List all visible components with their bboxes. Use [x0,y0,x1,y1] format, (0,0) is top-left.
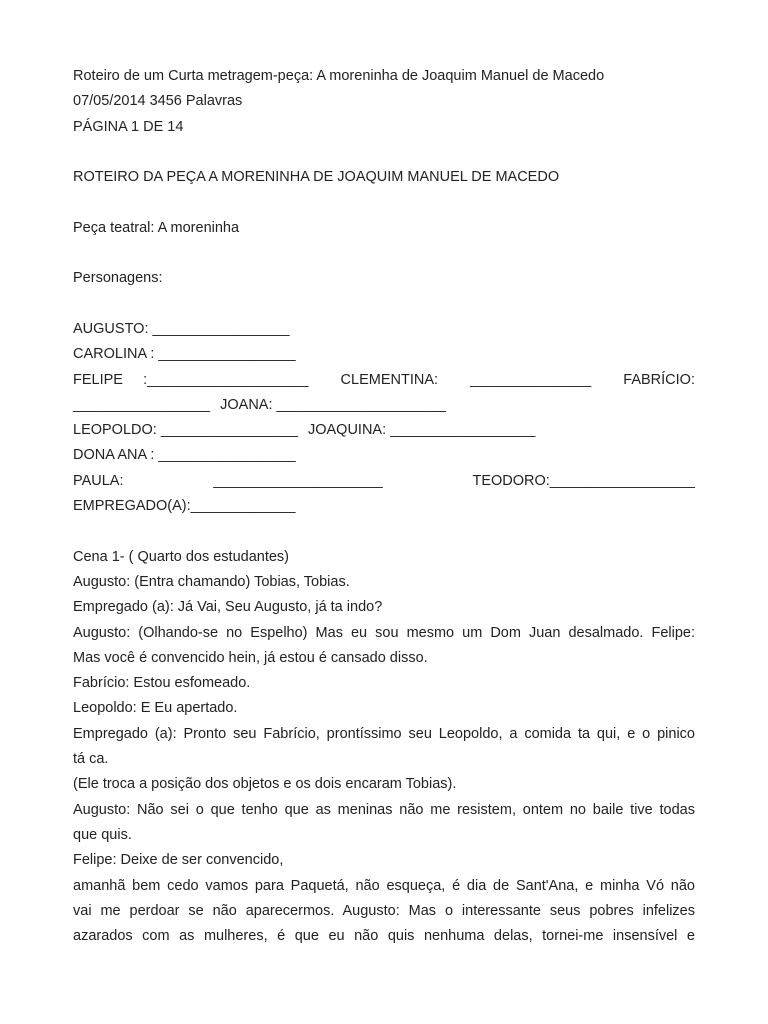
cast-row-felipe-clementina-fabricio [73,368,695,393]
scene-line: que quis. [73,826,132,843]
scene-line: vai me perdoar se não aparecermos. Augusto: Mas o interessante seus pobres infelizes [73,902,695,919]
document-title: ROTEIRO DA PEÇA A MORENINHA DE JOAQUIM MANUEL DE MACEDO [73,169,560,186]
cast-empregado: EMPREGADO(A):_____________ [73,498,296,515]
scene-line: (Ele troca a posição dos objetos e os dois encaram Tobias). [73,776,457,793]
scene-line: Empregado (a): Pronto seu Fabrício, prontíssimo seu Leopoldo, a comida ta qui, e o pinico [73,725,695,742]
scene-line: Augusto: Não sei o que tenho que as meninas não me resistem, ontem no baile tive todas [73,801,695,818]
header-line-date-words: 07/05/2014 3456 Palavras [73,93,243,110]
scene-line: Augusto: (Entra chamando) Tobias, Tobias. [73,573,350,590]
cast-fabricio: FABRÍCIO: [623,371,695,388]
cast-teodoro: TEODORO:__________________ [472,472,695,489]
cast-felipe: FELIPE :____________________ [73,371,309,388]
scene-line: Augusto: (Olhando-se no Espelho) Mas eu sou mesmo um Dom Juan desalmado. Felipe: [73,624,695,641]
header-line-page-number: PÁGINA 1 DE 14 [73,118,184,135]
cast-row-paula-teodoro [73,469,695,494]
header-line-title: Roteiro de um Curta metragem-peça: A moreninha de Joaquim Manuel de Macedo [73,68,605,84]
cast-clementina: CLEMENTINA: [340,371,439,388]
scene-line: Leopoldo: E Eu apertado. [73,700,238,717]
scene-line: Empregado (a): Já Vai, Seu Augusto, já ta indo? [73,599,383,616]
scene-heading: Cena 1- ( Quarto dos estudantes) [73,548,290,565]
cast-row-fabricio-joana [73,393,695,418]
scene-line: amanhã bem cedo vamos para Paquetá, não esqueça, é dia de Sant'Ana, e minha Vó não [73,877,695,894]
cast-dona-ana: DONA ANA : _________________ [73,447,296,464]
scene-line: Mas você é convencido hein, já estou é cansado disso. [73,649,428,666]
scene-line: Fabrício: Estou esfomeado. [73,675,251,692]
cast-augusto: AUGUSTO: _________________ [73,320,290,337]
cast-leopoldo: LEOPOLDO: _________________ [73,422,298,439]
cast-carolina: CAROLINA : _________________ [73,346,296,363]
cast-joana: JOANA: _____________________ [220,396,446,413]
cast-fabricio-blank: _________________ [73,396,211,413]
cast-heading: Personagens: [73,270,163,287]
scene-line: tá ca. [73,751,109,768]
document-subtitle: Peça teatral: A moreninha [73,219,240,236]
cast-paula-blank: _____________________ [213,472,383,489]
cast-paula: PAULA: [73,472,124,489]
cast-clementina-blank: _______________ [470,371,592,388]
scene-line: azarados com as mulheres, é que eu não quis nenhuma delas, tornei-me insensível e [73,928,695,945]
cast-row-leopoldo-joaquina [73,418,695,443]
cast-joaquina: JOAQUINA: __________________ [307,422,536,439]
document-page [73,64,695,949]
scene-line: Felipe: Deixe de ser convencido, [73,852,284,869]
